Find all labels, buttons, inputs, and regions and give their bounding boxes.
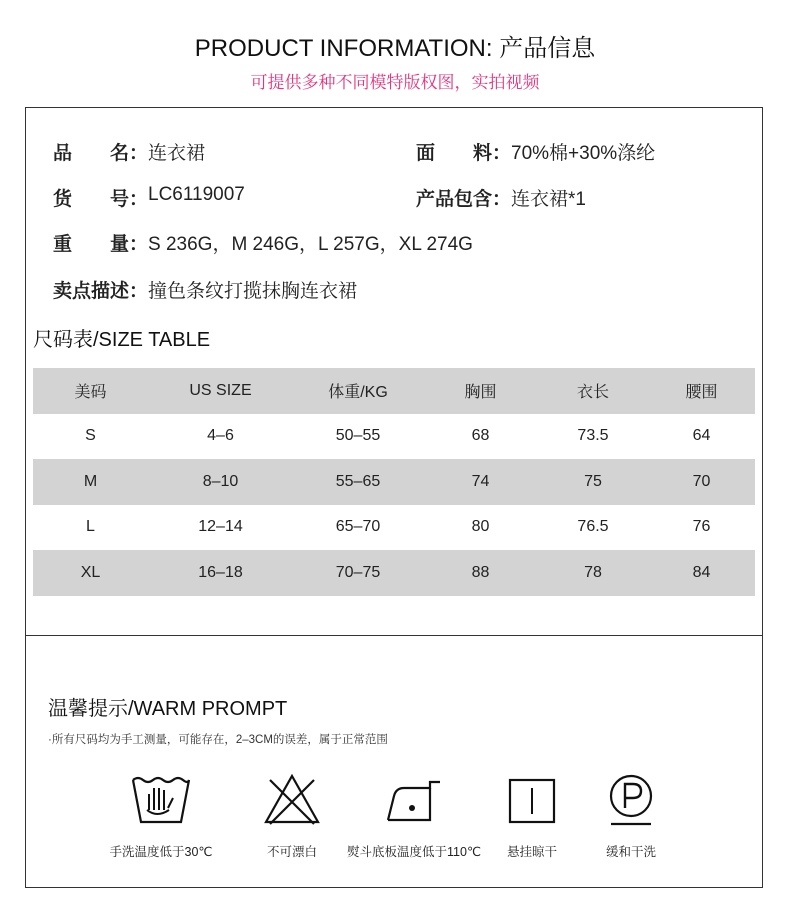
- care-label: 不可漂白: [266, 845, 317, 859]
- care-label: 悬挂晾干: [506, 845, 557, 859]
- size-table-header: 胸围: [464, 384, 497, 402]
- care-label: 缓和干洗: [605, 845, 656, 859]
- size-table: [33, 368, 755, 596]
- product-package-value: 连衣裙*1: [511, 189, 586, 210]
- no-bleach-icon: [260, 770, 324, 830]
- product-name-value: 连衣裙: [148, 143, 206, 164]
- table-row: [33, 414, 755, 460]
- table-cell: 64: [692, 427, 711, 445]
- table-cell: L: [86, 518, 95, 536]
- product-desc-label: 卖点描述：: [53, 281, 149, 302]
- dry-clean-icon: [599, 770, 663, 830]
- table-cell: XL: [80, 563, 101, 581]
- product-desc-row: [53, 276, 357, 303]
- line-dry-icon: [500, 770, 564, 830]
- size-table-heading: 尺码表/SIZE TABLE: [33, 329, 211, 351]
- product-fabric-row: [416, 138, 655, 165]
- table-row: [33, 459, 755, 505]
- table-cell: 76: [692, 518, 711, 536]
- warm-prompt-heading: 温馨提示/WARM PROMPT: [48, 698, 288, 720]
- product-weight-value: S 236G，M 246G，L 257G，XL 274G: [148, 234, 473, 255]
- size-table-header: 美码: [74, 384, 107, 402]
- size-table-header: 衣长: [576, 384, 609, 402]
- product-package-row: [416, 184, 586, 211]
- care-label: 熨斗底板温度低于110℃: [347, 845, 481, 859]
- product-desc-value: 撞色条纹打揽抹胸连衣裙: [148, 281, 358, 302]
- table-cell: 50–55: [335, 427, 381, 445]
- size-table-header-row: [33, 368, 755, 414]
- table-cell: 78: [584, 563, 602, 581]
- table-cell: 80: [471, 518, 490, 536]
- table-cell: 12–14: [198, 518, 243, 536]
- product-weight-label: 重 量：: [53, 234, 149, 255]
- table-cell: M: [83, 472, 98, 490]
- table-row: [33, 505, 755, 551]
- product-package-label: 产品包含：: [416, 189, 512, 210]
- table-cell: 65–70: [335, 518, 381, 536]
- product-name-label: 品 名：: [53, 143, 149, 164]
- product-sku-label: 货 号：: [53, 189, 149, 210]
- table-cell: 55–65: [335, 472, 381, 490]
- table-row: [33, 550, 755, 596]
- care-label: 手洗温度低于30℃: [109, 845, 213, 859]
- table-cell: 70–75: [335, 563, 381, 581]
- table-cell: 8–10: [202, 472, 239, 490]
- product-fabric-value: 70%棉+30%涤纶: [511, 143, 656, 164]
- product-name-row: [53, 138, 205, 165]
- care-item-dry-clean: [556, 770, 706, 859]
- size-table-header: US SIZE: [189, 381, 252, 399]
- size-table-header: 腰围: [685, 384, 718, 402]
- table-cell: S: [85, 427, 96, 445]
- product-weight-row: [53, 229, 473, 256]
- table-cell: 73.5: [577, 427, 609, 445]
- care-item-hand-wash: [86, 770, 236, 859]
- warm-prompt-note: ·所有尺码均为手工测量，可能存在，2–3CM的误差，属于正常范围: [48, 734, 388, 746]
- product-sku-value: LC6119007: [148, 184, 245, 205]
- page-title: PRODUCT INFORMATION: 产品信息: [194, 35, 596, 62]
- table-cell: 70: [692, 472, 711, 490]
- iron-icon: [382, 770, 446, 830]
- table-cell: 16–18: [198, 563, 243, 581]
- product-sku-row: [53, 184, 245, 211]
- table-cell: 4–6: [207, 427, 234, 445]
- product-fabric-label: 面 料：: [416, 143, 512, 164]
- size-table-header: 体重/KG: [328, 384, 388, 402]
- hand-wash-icon: [129, 770, 193, 830]
- table-cell: 74: [471, 472, 490, 490]
- table-cell: 88: [471, 563, 490, 581]
- table-cell: 68: [471, 427, 490, 445]
- table-cell: 76.5: [577, 518, 609, 536]
- table-cell: 84: [692, 563, 711, 581]
- page-subtitle: 可提供多种不同模特版权图，实拍视频: [250, 73, 540, 92]
- table-cell: 75: [584, 472, 602, 490]
